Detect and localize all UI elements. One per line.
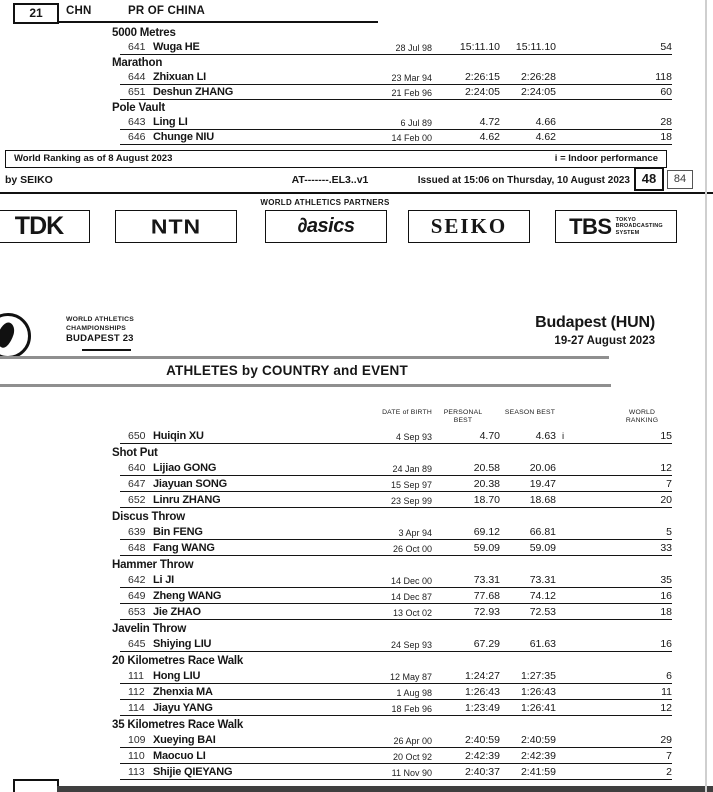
report-code: AT-------.EL3..v1 (291, 174, 369, 186)
date-of-birth: 18 Feb 96 (391, 704, 432, 714)
world-ranking-line1: WORLD (628, 409, 656, 416)
athlete-row (120, 40, 672, 55)
personal-best: 20.38 (473, 478, 500, 490)
athlete-name: Shijie QIEYANG (153, 766, 233, 778)
athlete-name: Linru ZHANG (153, 494, 221, 506)
athlete-row (120, 636, 672, 652)
athlete-name: Li JI (153, 574, 175, 586)
athlete-row (120, 115, 672, 130)
event-title-label: Shot Put (112, 447, 158, 459)
event-section-title (112, 55, 672, 70)
athlete-name: Jiayu YANG (153, 702, 213, 714)
date-of-birth: 23 Sep 99 (390, 496, 432, 506)
tbs-logo-text: TBS (569, 213, 612, 239)
personal-best: 1:26:43 (464, 686, 500, 698)
bib-number: 640 (128, 462, 146, 474)
world-ranking: 60 (660, 86, 672, 98)
logo-line3: BUDAPEST 23 (66, 333, 134, 344)
personal-best: 2:40:59 (464, 734, 500, 746)
tbs-sub-line1: TOKYO (615, 216, 637, 223)
world-ranking: 35 (660, 574, 672, 586)
tbs-logo-subtext (616, 217, 663, 237)
season-best: 74.12 (529, 590, 556, 602)
season-best: 66.81 (529, 526, 556, 538)
bib-number: 111 (128, 670, 144, 682)
season-best: 73.31 (529, 574, 556, 586)
athlete-name: Hong LIU (153, 670, 201, 682)
world-ranking: 18 (660, 131, 672, 143)
athlete-name: Maocuo LI (153, 750, 206, 762)
season-best: 18.68 (529, 494, 556, 506)
athlete-row (120, 460, 672, 476)
personal-best: 4.62 (479, 131, 500, 143)
athlete-row (120, 492, 672, 508)
ntn-logo (115, 210, 237, 243)
personal-best: 18.70 (473, 494, 500, 506)
date-of-birth: 13 Oct 02 (392, 608, 432, 618)
date-of-birth: 23 Mar 94 (391, 73, 432, 83)
world-ranking: 7 (666, 750, 672, 762)
athlete-name: Zhenxia MA (153, 686, 213, 698)
event-title-label: Discus Throw (112, 511, 186, 523)
athlete-name: Huiqin XU (153, 430, 204, 442)
event-title-label: 20 Kilometres Race Walk (112, 655, 244, 667)
athlete-row (120, 732, 672, 748)
country-header-rule (57, 21, 378, 23)
bottom-separator-bar (57, 786, 713, 792)
asics-logo (265, 210, 387, 243)
tbs-sub-line3: SYSTEM (615, 229, 640, 236)
bib-number: 643 (128, 116, 146, 128)
personal-best: 69.12 (473, 526, 500, 538)
bib-number: 652 (128, 494, 146, 506)
world-ranking: 20 (660, 494, 672, 506)
personal-best: 1:23:49 (464, 702, 500, 714)
column-header-personal-best (433, 409, 493, 425)
athlete-row (120, 85, 672, 100)
world-ranking: 16 (660, 638, 672, 650)
personal-best: 73.31 (473, 574, 500, 586)
bib-number: 649 (128, 590, 146, 602)
athlete-name: Wuga HE (153, 41, 200, 53)
athlete-row (120, 130, 672, 145)
world-ranking: 7 (666, 478, 672, 490)
date-of-birth: 3 Apr 94 (398, 528, 432, 538)
timing-credit: by SEIKO (5, 174, 53, 186)
country-code: CHN (66, 5, 92, 17)
title-rule-top (0, 356, 609, 359)
bib-number: 646 (128, 131, 146, 143)
athlete-row (120, 604, 672, 620)
event-section-title (112, 620, 672, 636)
season-best: 2:42:39 (520, 750, 556, 762)
season-best: 19.47 (529, 478, 556, 490)
athlete-row (120, 588, 672, 604)
world-ranking-note: World Ranking as of 8 August 2023 (14, 153, 173, 164)
athlete-name: Jiayuan SONG (153, 478, 228, 490)
event-section-title (112, 508, 672, 524)
event-section-title (112, 100, 672, 115)
event-section-title (112, 716, 672, 732)
events-table-page1 (112, 25, 672, 145)
athlete-row (120, 70, 672, 85)
column-header-world-ranking (612, 409, 672, 425)
personal-best: 4.70 (479, 430, 500, 442)
athlete-row (120, 476, 672, 492)
bib-number: 651 (128, 86, 146, 98)
event-title-label: 35 Kilometres Race Walk (112, 719, 244, 731)
world-ranking: 6 (666, 670, 672, 682)
athlete-row (120, 524, 672, 540)
athlete-name: Shiying LIU (153, 638, 212, 650)
bib-number: 645 (128, 638, 146, 650)
bib-number: 109 (128, 734, 146, 746)
indoor-performance-note: i = Indoor performance (554, 153, 658, 164)
championships-logo-text (66, 316, 134, 344)
athlete-row (120, 684, 672, 700)
athlete-name: Ling LI (153, 116, 188, 128)
country-name: PR OF CHINA (128, 5, 205, 17)
personal-best: 72.93 (473, 606, 500, 618)
personal-best: 4.72 (479, 116, 500, 128)
world-ranking: 2 (666, 766, 672, 778)
column-header-date-of-birth: DATE of BIRTH (382, 409, 432, 416)
athlete-name: Fang WANG (153, 542, 215, 554)
event-section-title (112, 444, 672, 460)
event-title-label: Hammer Throw (112, 559, 194, 571)
bib-number: 113 (128, 766, 145, 778)
athlete-name: Zhixuan LI (153, 71, 207, 83)
event-section-title (112, 652, 672, 668)
season-best: 1:27:35 (520, 670, 556, 682)
issued-timestamp: Issued at 15:06 on Thursday, 10 August 2023 (417, 175, 630, 186)
athlete-name: Deshun ZHANG (153, 86, 234, 98)
world-ranking: 18 (660, 606, 672, 618)
column-header-season-best: SEASON BEST (504, 409, 556, 416)
athlete-name: Chunge NIU (153, 131, 214, 143)
date-of-birth: 4 Sep 93 (395, 432, 432, 442)
bib-number: 639 (128, 526, 146, 538)
athlete-name: Lijiao GONG (153, 462, 217, 474)
partners-title: WORLD ATHLETICS PARTNERS (260, 198, 390, 207)
season-best: 4.63 (535, 430, 556, 442)
personal-best: 2:42:39 (464, 750, 500, 762)
world-ranking: 54 (660, 41, 672, 53)
athlete-name: Bin FENG (153, 526, 203, 538)
competition-dates: 19-27 August 2023 (554, 335, 655, 347)
footer-rule (0, 192, 713, 194)
event-title-label: Javelin Throw (112, 623, 187, 635)
season-best: 4.62 (535, 131, 556, 143)
season-best: 59.09 (529, 542, 556, 554)
bib-number: 110 (128, 750, 145, 762)
bib-number: 648 (128, 542, 146, 554)
athlete-row (120, 748, 672, 764)
personal-best: 67.29 (473, 638, 500, 650)
personal-best: 59.09 (473, 542, 500, 554)
date-of-birth: 11 Nov 90 (391, 768, 432, 778)
date-of-birth: 14 Feb 00 (391, 133, 432, 143)
date-of-birth: 14 Dec 00 (390, 576, 432, 586)
world-ranking: 12 (660, 702, 672, 714)
date-of-birth: 6 Jul 89 (400, 118, 432, 128)
event-section-title (112, 556, 672, 572)
date-of-birth: 24 Jan 89 (392, 464, 432, 474)
page-total-box: 84 (667, 170, 693, 189)
events-table-page2 (112, 428, 672, 780)
seiko-logo (408, 210, 530, 243)
date-of-birth: 26 Apr 00 (393, 736, 432, 746)
world-ranking: 5 (666, 526, 672, 538)
logo-underline (82, 349, 131, 351)
athlete-row (120, 428, 672, 444)
date-of-birth: 15 Sep 97 (390, 480, 432, 490)
ntn-logo-text: NTN (150, 214, 202, 238)
season-best: 1:26:43 (520, 686, 556, 698)
legend-box (5, 150, 667, 168)
next-country-number-box (13, 779, 59, 792)
event-title-label: Marathon (112, 57, 163, 69)
season-best: 4.66 (535, 116, 556, 128)
bib-number: 650 (128, 430, 146, 442)
page-title: ATHLETES by COUNTRY and EVENT (166, 363, 408, 378)
season-best: 15:11.10 (515, 41, 556, 53)
page-number-box: 48 (634, 167, 664, 191)
championships-emblem-icon (0, 313, 31, 359)
season-best: 2:41:59 (520, 766, 556, 778)
tbs-logo (555, 210, 677, 243)
world-ranking: 29 (660, 734, 672, 746)
athlete-row (120, 764, 672, 780)
tbs-sub-line2: BROADCASTING (615, 223, 663, 230)
world-ranking: 28 (660, 116, 672, 128)
athlete-row (120, 668, 672, 684)
bib-number: 114 (128, 702, 145, 714)
indoor-flag: i (562, 431, 565, 442)
seiko-logo-text: SEIKO (430, 214, 508, 238)
world-ranking-line2: RANKING (625, 417, 659, 424)
athlete-row (120, 700, 672, 716)
season-best: 61.63 (529, 638, 556, 650)
asics-logo-text: ∂asics (297, 215, 355, 237)
event-title-label: 5000 Metres (112, 27, 176, 39)
bib-number: 647 (128, 478, 146, 490)
season-best: 1:26:41 (520, 702, 556, 714)
title-rule-bottom (0, 384, 611, 387)
athlete-row (120, 572, 672, 588)
season-best: 2:26:28 (520, 71, 556, 83)
athlete-row (120, 540, 672, 556)
athlete-name: Xueying BAI (153, 734, 216, 746)
personal-best: 15:11.10 (459, 41, 500, 53)
personal-best: 77.68 (473, 590, 500, 602)
date-of-birth: 1 Aug 98 (396, 688, 432, 698)
season-best: 2:40:59 (520, 734, 556, 746)
country-number-box: 21 (13, 3, 59, 24)
logo-line2: CHAMPIONSHIPS (66, 324, 127, 332)
world-ranking: 118 (655, 71, 672, 83)
bib-number: 641 (128, 41, 146, 53)
date-of-birth: 12 May 87 (389, 672, 432, 682)
personal-best-line2: BEST (453, 417, 473, 424)
bib-number: 642 (128, 574, 146, 586)
date-of-birth: 26 Oct 00 (392, 544, 432, 554)
world-ranking: 11 (661, 686, 672, 698)
personal-best-line1: PERSONAL (443, 409, 483, 416)
season-best: 20.06 (529, 462, 556, 474)
bib-number: 644 (128, 71, 146, 83)
world-ranking: 16 (660, 590, 672, 602)
date-of-birth: 24 Sep 93 (390, 640, 432, 650)
date-of-birth: 21 Feb 96 (391, 88, 432, 98)
competition-location: Budapest (HUN) (535, 314, 655, 331)
season-best: 2:24:05 (520, 86, 556, 98)
tdk-logo-text: TDK (14, 212, 64, 240)
bib-number: 112 (128, 686, 145, 698)
date-of-birth: 28 Jul 98 (395, 43, 432, 53)
season-best: 72.53 (529, 606, 556, 618)
page-edge-line (705, 0, 707, 792)
logo-line1: WORLD ATHLETICS (66, 316, 134, 323)
bib-number: 653 (128, 606, 146, 618)
personal-best: 20.58 (473, 462, 500, 474)
world-ranking: 33 (660, 542, 672, 554)
world-ranking: 15 (660, 430, 672, 442)
tdk-logo (0, 210, 90, 243)
personal-best: 2:40:37 (464, 766, 500, 778)
personal-best: 2:26:15 (464, 71, 500, 83)
event-section-title (112, 25, 672, 40)
event-title-label: Pole Vault (112, 102, 165, 114)
personal-best: 1:24:27 (464, 670, 500, 682)
date-of-birth: 20 Oct 92 (392, 752, 432, 762)
athlete-name: Zheng WANG (153, 590, 222, 602)
date-of-birth: 14 Dec 87 (390, 592, 432, 602)
personal-best: 2:24:05 (464, 86, 500, 98)
athlete-name: Jie ZHAO (153, 606, 201, 618)
world-ranking: 12 (660, 462, 672, 474)
